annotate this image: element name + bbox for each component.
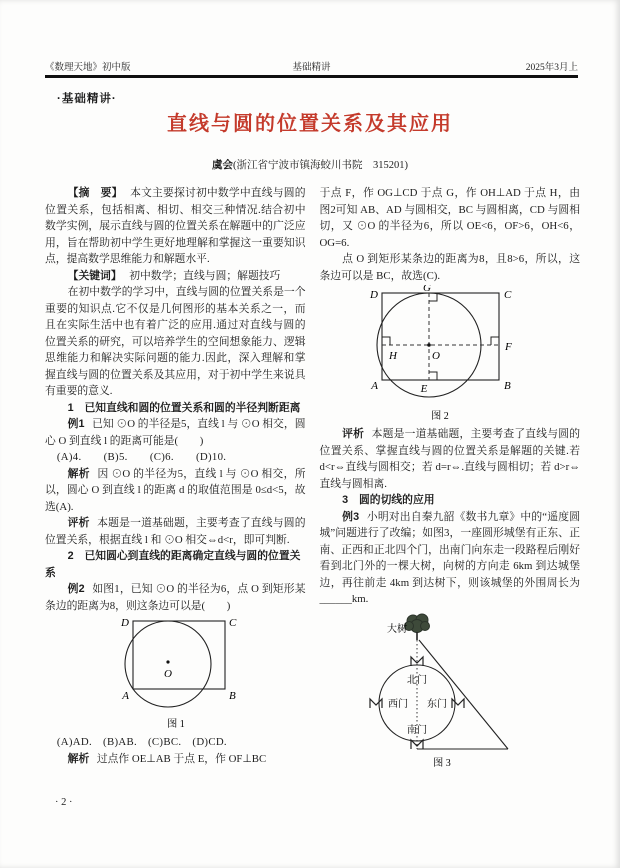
figure1: [45, 615, 306, 733]
figure2-label-f: F: [504, 341, 512, 353]
west-gate-icon: [370, 699, 382, 708]
comment2-label: 评析: [342, 428, 365, 440]
figure1-caption: 图 1: [167, 719, 185, 730]
analysis2-paragraph: [45, 751, 306, 768]
example2-paragraph: [45, 581, 306, 614]
figure1-circle: [125, 621, 211, 707]
figure3-tree-label: 大树: [386, 623, 407, 635]
figure1-label-o: O: [164, 668, 172, 680]
abstract-label: 【摘 要】: [67, 187, 123, 199]
analysis2-continued: 于点 F，作 OG⊥CD 于点 G，作 OH⊥AD 于点 H，由图2可知 AB、AD 与圆相交，BC 与圆相离，CD 与圆相切，又 ⊙O 的半径为6，所以 OE<6，OF>6，OH<6，OG=6.: [319, 187, 580, 249]
figure2-rectangle: [382, 293, 499, 380]
analysis2-conclusion: 点 O 到矩形某条边的距离为8，且8>6，所以，这条边可以是 BC，故选(C).: [319, 253, 580, 282]
figure1-label-b: B: [229, 690, 236, 702]
figure2-label-c: C: [503, 289, 511, 301]
example3-paragraph: [320, 509, 581, 608]
figure2-diagram: [320, 285, 582, 425]
figure3-west-gate-label: 西门: [387, 698, 408, 710]
author-line: [0, 157, 620, 172]
section-heading-1: 1 已知直线和圆的位置关系和圆的半径判断距离: [67, 401, 301, 414]
section-label: ·基础精讲·: [57, 93, 117, 105]
figure2-label-e: E: [420, 383, 427, 395]
section-heading-2: 2 已知圆心到直线的距离确定直线与圆的位置关系: [45, 550, 301, 579]
figure3-diagram: [320, 609, 582, 769]
east-gate-icon: [452, 699, 464, 708]
issue-date: 2025年3月上: [525, 63, 578, 73]
figure3-north-gate-label: 北门: [406, 674, 427, 686]
tree-icon: [404, 614, 429, 640]
page-number: · 2 ·: [55, 797, 73, 808]
figure3-caption: 图 3: [432, 757, 451, 769]
figure2-right-angle-g: [429, 293, 437, 301]
example2-text: 如图1，已知 ⊙O 的半径为6，点 O 到矩形某条边的距离为8，则这条边可以是( ): [45, 583, 306, 612]
figure2-center-dot: [427, 343, 431, 347]
figure2-label-b: B: [503, 380, 511, 392]
section-heading-3: 3 圆的切线的应用: [342, 494, 435, 506]
figure1-label-d: D: [121, 617, 129, 629]
example2-label: 例2: [67, 583, 85, 595]
header-rule: [45, 75, 578, 78]
figure2-right-angle-h: [382, 337, 390, 345]
analysis1-label: 解析: [67, 467, 90, 480]
author-affiliation: (浙江省宁波市镇海蛟川书院 315201): [233, 160, 408, 171]
figure1-label-c: C: [229, 617, 237, 629]
figure2-label-g: G: [422, 285, 431, 294]
figure3: [320, 609, 581, 769]
figure3-east-gate-label: 东门: [426, 698, 447, 710]
keywords-text: 初中数学；直线与圆；解题技巧: [129, 269, 281, 282]
right-column: [320, 185, 581, 770]
intro-paragraph: 在初中数学的学习中，直线与圆的位置关系是一个重要的知识点.它不仅是几何图形的基本关系之一，而且在实际生活中也有着广泛的应用.通过对直线与圆的位置关系的研究，可以培养学生的空间想象能力、逻辑思维能力和解决实际问题的能力.因此，深入理解和掌握直线与圆的位置关系及其应用，对于初中学生来说具有重要的意义.: [45, 286, 306, 397]
abstract-paragraph: [45, 185, 306, 268]
comment2-text: 本题是一道基础题，主要考查了直线与圆的位置关系、掌握直线与圆的位置关系是解题的关键.若 d<r⇔直线与圆相交；若 d=r⇔.直线与圆相切；若 d>r⇔直线与圆相离.: [319, 428, 581, 490]
journal-name: 《数理天地》初中版: [45, 63, 131, 73]
article-body: [45, 185, 580, 770]
column-name: 基础精讲: [292, 63, 331, 73]
example2-options: (A)AD. (B)AB. (C)BC. (D)CD.: [56, 736, 227, 748]
keywords-label: 【关键词】: [67, 269, 122, 282]
figure2-right-angle-f: [491, 337, 499, 345]
running-head: [45, 59, 578, 73]
example1-text: 已知 ⊙O 的半径是5，直线 l 与 ⊙O 相交，圆心 O 到直线 l 的距离可能是( ): [45, 418, 306, 447]
comment1-paragraph: [45, 515, 306, 548]
example3-text: 小明对出自秦九韶《数书九章》中的“遥度圆城”问题进行了改编；如图3，一座圆形城堡有正东、正南、正西和正北四个门，出南门向东走一段路程后刚好看到北门外的一棵大树，向树的方向走 6km 到达城堡边，再往前走 4km 到达树下，则该城堡的外围周长为______km.: [319, 510, 580, 605]
abstract-text: 本文主要探讨初中数学中直线与圆的位置关系，包括相离、相切、相交三种情况.结合初中数学实例，展示直线与圆的位置关系在解题中的广泛应用，旨在帮助初中学生更好地理解和掌握这一重要知识点，提高数学思维能力和解题水平.: [45, 187, 306, 265]
figure2: [320, 285, 581, 425]
figure1-diagram: [45, 615, 307, 733]
article-title: 直线与圆的位置关系及其应用: [167, 113, 453, 135]
left-column: [45, 185, 306, 770]
analysis2-label: 解析: [67, 752, 90, 765]
example1-label: 例1: [67, 418, 85, 430]
analysis2-text: 过点作 OE⊥AB 于点 E，作 OF⊥BC: [96, 752, 267, 765]
figure1-center-dot: [166, 660, 169, 663]
analysis1-text: 因 ⊙O 的半径为5，直线 l 与 ⊙O 相交，所以，圆心 O 到直线 l 的距离 d 的取值范围是 0≤d<5，故选(A).: [45, 467, 306, 513]
figure3-sight-line: [419, 640, 508, 749]
figure1-label-a: A: [122, 690, 129, 702]
comment1-text: 本题是一道基础题，主要考查了直线与圆的位置关系，根据直线 l 和 ⊙O 相交⇔d<r，即可判断.: [45, 517, 306, 546]
keywords-paragraph: [45, 268, 306, 285]
comment1-label: 评析: [67, 517, 90, 529]
figure3-south-gate-label: 南门: [406, 724, 427, 736]
figure1-rectangle: [133, 621, 225, 689]
analysis1-paragraph: [45, 466, 306, 516]
figure2-right-angle-e: [429, 372, 437, 380]
figure2-label-h: H: [388, 350, 397, 362]
example1-paragraph: [45, 416, 306, 449]
figure2-caption: 图 2: [430, 411, 449, 422]
example1-options: (A)4. (B)5. (C)6. (D)10.: [56, 451, 227, 463]
figure2-label-a: A: [370, 380, 378, 392]
figure2-label-d: D: [369, 289, 378, 301]
example3-label: 例3: [342, 510, 360, 523]
figure2-label-o: O: [431, 350, 440, 362]
author-name: 虞会: [212, 159, 233, 171]
comment2-paragraph: [320, 426, 581, 492]
